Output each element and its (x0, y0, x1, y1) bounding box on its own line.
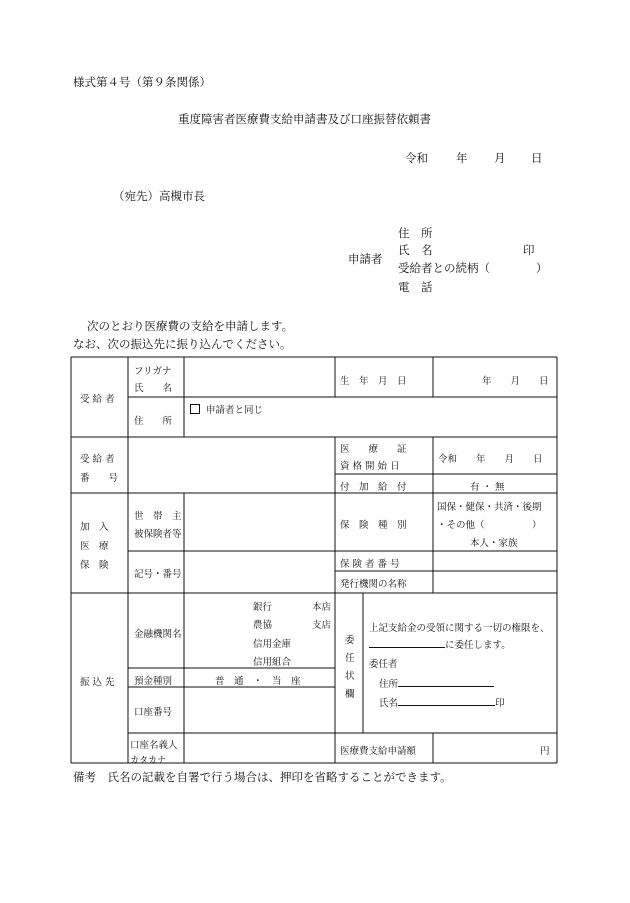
supplementary-benefit-value[interactable]: 有 ・ 無 (470, 482, 505, 493)
insurance-type-options-2[interactable]: ・その他（ ） (437, 520, 542, 531)
delegator-name-line[interactable] (379, 694, 505, 709)
recipient-name-label: 氏 名 (134, 383, 173, 394)
furigana-label: フリガナ (134, 366, 172, 377)
date-day: 日 (531, 151, 543, 165)
insurance-section-label-1: 加 入 (80, 522, 109, 533)
household-head-label-1: 世 帯 主 (134, 511, 182, 522)
recipient-number-field[interactable] (130, 440, 333, 491)
checkbox-square-icon (190, 404, 200, 414)
bank-type-shinkin[interactable]: 信用金庫 (253, 639, 292, 650)
recipient-name-field[interactable] (186, 360, 333, 395)
delegator-address-line[interactable] (379, 675, 494, 690)
delegation-col-4: 欄 (345, 689, 355, 700)
insurer-number-label: 保 険 者 番 号 (340, 559, 400, 570)
delegation-text-2-line[interactable] (369, 636, 511, 651)
date-month: 月 (494, 151, 506, 165)
date-year: 年 (456, 151, 468, 165)
branch-type-branch[interactable]: 支店 (312, 620, 332, 631)
delegation-col-2: 任 (345, 653, 355, 664)
household-head-label-2: 被保険者等 (134, 529, 182, 540)
addressee: （宛先）高槻市長 (113, 189, 205, 203)
form-title: 重度障害者医療費支給申請書及び口座振替依頼書 (178, 112, 431, 126)
delegator-name-label: 氏名 (379, 698, 399, 709)
bank-type-agri[interactable]: 農協 (253, 620, 273, 631)
supplementary-benefit-label: 付 加 給 付 (340, 482, 407, 493)
delegator-address-label: 住所 (379, 679, 399, 690)
same-as-applicant-label: 申請者と同じ (206, 405, 264, 416)
amount-label: 医療費支給申請額 (340, 746, 417, 757)
bank-type-credit-union[interactable]: 信用組合 (253, 657, 292, 668)
deposit-type-options[interactable]: 普 通 ・ 当 座 (215, 676, 301, 687)
medical-cert-date[interactable]: 令和 年 月 日 (438, 454, 543, 465)
same-as-applicant-checkbox[interactable] (190, 402, 263, 416)
delegation-text-2: に委任します。 (445, 640, 511, 651)
applicant-seal: 印 (523, 243, 535, 257)
recipient-number-label-1: 受 給 者 (80, 454, 115, 465)
branch-type-main[interactable]: 本店 (312, 602, 332, 613)
delegatee-blank (369, 636, 445, 648)
applicant-label: 申請者 (348, 252, 383, 266)
intro-line-1: 次のとおり医療費の支給を申請します。 (87, 319, 294, 333)
transfer-section-label: 振 込 先 (80, 677, 115, 688)
recipient-number-label-2: 番 号 (80, 473, 119, 484)
applicant-address-label[interactable]: 住 所 (398, 226, 433, 240)
account-holder-label-1: 口座名義人 (130, 740, 178, 751)
code-number-label: 記号・番号 (134, 569, 182, 580)
medical-cert-label-1: 医 療 証 (340, 444, 407, 455)
account-holder-label-2: カタカナ (130, 756, 167, 766)
applicant-name-label[interactable]: 氏 名 (398, 243, 433, 257)
delegator-name-blank (398, 694, 495, 706)
bank-name-label: 金融機関名 (134, 629, 182, 640)
date-era: 令和 (405, 151, 428, 165)
delegator-label: 委任者 (369, 659, 398, 670)
remarks: 備考 氏名の記載を自署で行う場合は、押印を省略することができます。 (73, 770, 452, 784)
recipient-address-label: 住 所 (134, 416, 173, 427)
recipient-section-label: 受 給 者 (80, 394, 115, 405)
account-holder-field[interactable] (186, 736, 333, 761)
birth-date-value[interactable]: 年 月 日 (482, 376, 549, 387)
delegation-col-1: 委 (345, 635, 355, 646)
deposit-type-label: 預金種別 (134, 676, 173, 687)
intro-line-2: なお、次の振込先に振り込んでください。 (73, 337, 292, 351)
code-number-field[interactable] (186, 554, 333, 591)
amount-field[interactable] (436, 736, 536, 761)
issuer-name-label: 発行機関の名称 (340, 579, 407, 590)
account-number-field[interactable] (186, 690, 333, 731)
form-number: 様式第４号（第９条関係） (73, 75, 211, 89)
insurance-section-label-2: 医 療 (80, 541, 109, 552)
account-number-label: 口座番号 (134, 707, 173, 718)
birth-date-label: 生 年 月 日 (340, 376, 407, 387)
medical-cert-label-2: 資 格 開 始 日 (340, 461, 400, 472)
insured-person-options[interactable]: 本人・家族 (470, 538, 518, 549)
applicant-phone-label[interactable]: 電 話 (398, 280, 433, 294)
insurance-section-label-3: 保 険 (80, 560, 109, 571)
amount-unit: 円 (540, 746, 550, 757)
applicant-relation-label[interactable]: 受給者との続柄（ ） (398, 261, 548, 275)
insurance-type-options-1[interactable]: 国保・健保・共済・後期 (437, 502, 542, 513)
household-head-field[interactable] (186, 496, 333, 549)
delegation-text-1: 上記支給金の受領に関する一切の権限を、 (369, 623, 550, 634)
delegation-col-3: 状 (345, 671, 355, 682)
delegator-address-blank (398, 675, 494, 687)
delegator-seal: 印 (495, 698, 505, 709)
insurance-type-label: 保 険 種 別 (340, 520, 407, 531)
bank-type-bank[interactable]: 銀行 (253, 602, 273, 613)
